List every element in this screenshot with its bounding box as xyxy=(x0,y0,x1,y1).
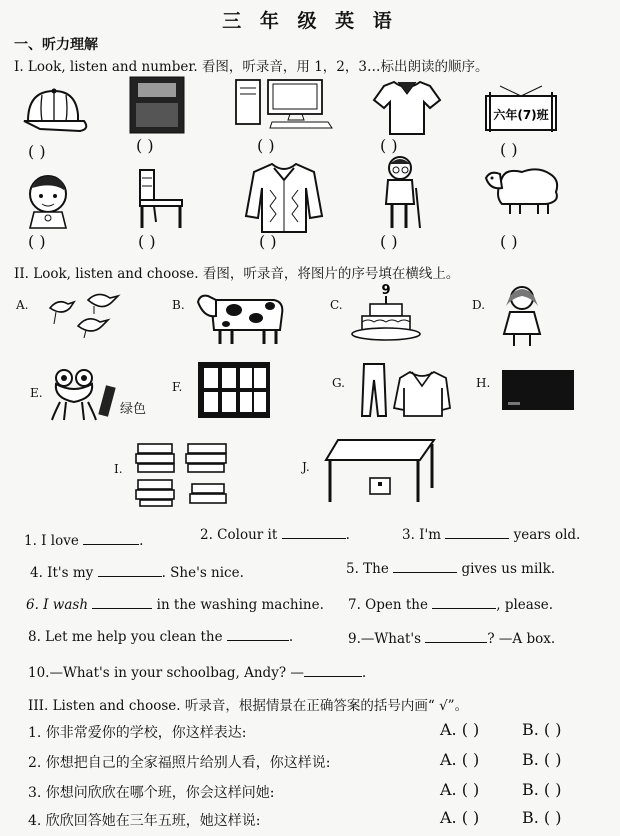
sweater-icon xyxy=(244,160,324,234)
cap-icon xyxy=(20,85,88,137)
pic-letter-i: I. xyxy=(114,462,123,476)
answer-paren-5[interactable]: ( ) xyxy=(500,140,518,159)
option-b-1[interactable]: B. ( ) xyxy=(522,720,562,739)
clothes-icon xyxy=(360,362,450,418)
answer-paren-9[interactable]: ( ) xyxy=(380,232,398,251)
option-b-4[interactable]: B. ( ) xyxy=(522,808,562,827)
pic-letter-f: F. xyxy=(172,380,183,394)
page-title: 三 年 级 英 语 xyxy=(222,10,398,32)
question-4: 4. 欣欣回答她在三年五班，她这样说: xyxy=(28,813,261,829)
books-icon xyxy=(134,440,232,508)
sentence-7: 7. Open the , please. xyxy=(348,597,554,613)
girl-icon xyxy=(498,284,546,348)
crayon-label: 绿色 xyxy=(120,402,147,417)
question-1: 1. 你非常爱你的学校，你这样表达: xyxy=(28,725,247,741)
answer-paren-2[interactable]: ( ) xyxy=(136,136,154,155)
pic-letter-c: C. xyxy=(330,298,343,312)
part1-instruction: I. Look, listen and number. 看图，听录音，用 1，2，3…标出朗读的顺序。 xyxy=(14,59,489,75)
pic-letter-d: D. xyxy=(472,298,486,312)
sentence-3: 3. I'm years old. xyxy=(402,527,581,543)
grandpa-icon xyxy=(378,154,424,230)
answer-paren-3[interactable]: ( ) xyxy=(257,136,275,155)
window-icon xyxy=(196,360,272,420)
answer-blank-4[interactable] xyxy=(98,564,162,577)
pic-letter-b: B. xyxy=(172,298,185,312)
answer-blank-1[interactable] xyxy=(83,532,139,545)
pic-letter-h: H. xyxy=(476,376,491,390)
answer-paren-4[interactable]: ( ) xyxy=(380,136,398,155)
answer-blank-8[interactable] xyxy=(227,628,289,641)
calculator-icon xyxy=(128,75,186,135)
option-a-1[interactable]: A. ( ) xyxy=(440,720,480,739)
class-sign-icon xyxy=(484,84,558,134)
sentence-5: 5. The gives us milk. xyxy=(346,561,556,577)
part3-instruction: III. Listen and choose. 听录音，根据情景在正确答案的括号内画“ √”。 xyxy=(28,698,469,714)
chair-icon xyxy=(134,168,188,230)
sentence-1: 1. I love . xyxy=(24,533,144,549)
option-a-3[interactable]: A. ( ) xyxy=(440,780,480,799)
answer-blank-2[interactable] xyxy=(282,526,346,539)
candle-number: 9 xyxy=(381,283,391,298)
part2-instruction: II. Look, listen and choose. 看图，听录音，将图片的序号填在横线上。 xyxy=(14,266,460,282)
sentence-2: 2. Colour it . xyxy=(200,527,350,543)
frog-icon xyxy=(50,368,116,424)
option-b-3[interactable]: B. ( ) xyxy=(522,780,562,799)
answer-blank-5[interactable] xyxy=(393,560,457,573)
answer-blank-6[interactable] xyxy=(92,596,152,609)
option-b-2[interactable]: B. ( ) xyxy=(522,750,562,769)
class-sign-text: 六年(7)班 xyxy=(493,108,549,122)
question-3: 3. 你想问欣欣在哪个班，你会这样问她: xyxy=(28,785,275,801)
pic-letter-a: A. xyxy=(16,298,29,312)
answer-blank-3[interactable] xyxy=(445,526,509,539)
answer-paren-6[interactable]: ( ) xyxy=(28,232,46,251)
sentence-4: 4. It's my . She's nice. xyxy=(30,565,244,581)
computer-icon xyxy=(232,76,338,132)
answer-blank-10[interactable] xyxy=(304,664,362,677)
baby-icon xyxy=(22,172,74,230)
sentence-10: 10.—What's in your schoolbag, Andy? — . xyxy=(28,665,367,681)
sentence-9: 9.—What's ? —A box. xyxy=(348,631,556,647)
pic-letter-j: J. xyxy=(302,460,310,474)
question-2: 2. 你想把自己的全家福照片给别人看，你这样说: xyxy=(28,755,331,771)
sentence-6: 6. I wash in the washing machine. xyxy=(26,597,324,613)
table-icon xyxy=(324,436,438,506)
answer-blank-7[interactable] xyxy=(432,596,496,609)
sentence-8: 8. Let me help you clean the . xyxy=(28,629,294,645)
answer-paren-10[interactable]: ( ) xyxy=(500,232,518,251)
option-a-4[interactable]: A. ( ) xyxy=(440,808,480,827)
pic-letter-e: E. xyxy=(30,386,43,400)
answer-paren-8[interactable]: ( ) xyxy=(259,232,277,251)
tshirt-icon xyxy=(372,78,442,136)
cake-icon xyxy=(350,282,422,342)
answer-blank-9[interactable] xyxy=(425,630,487,643)
section-heading: 一、听力理解 xyxy=(14,37,98,53)
option-a-2[interactable]: A. ( ) xyxy=(440,750,480,769)
answer-paren-1[interactable]: ( ) xyxy=(28,142,46,161)
birds-icon xyxy=(44,290,126,340)
pic-letter-g: G. xyxy=(332,376,345,390)
cow-icon xyxy=(194,290,290,346)
blackboard-icon xyxy=(500,368,576,412)
sheep-icon xyxy=(480,164,562,216)
answer-paren-7[interactable]: ( ) xyxy=(138,232,156,251)
